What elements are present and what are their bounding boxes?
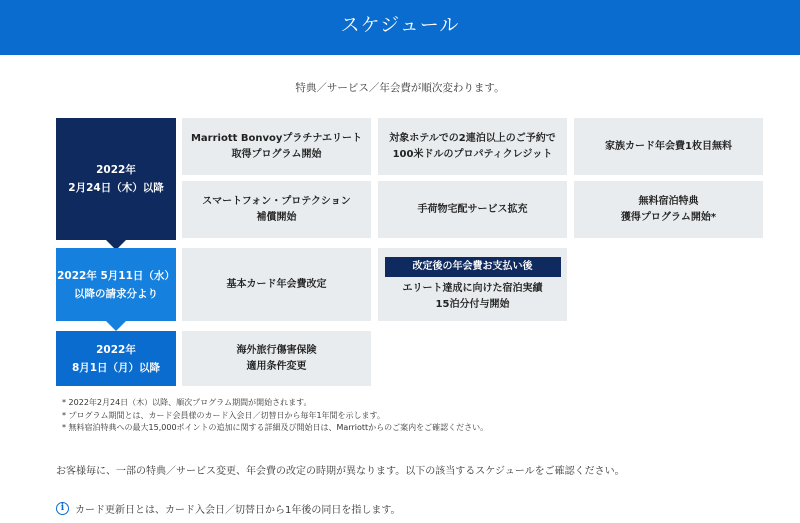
schedule-cell-annual-fee — [182, 248, 371, 321]
schedule-cell-platinum-elite — [182, 118, 371, 175]
period-label-2 — [56, 248, 176, 321]
cell-line: 100米ドルのプロパティクレジット — [392, 148, 553, 160]
schedule-cell-elite-nights — [378, 248, 567, 321]
schedule-cell-property-credit — [378, 118, 567, 175]
period-line: 2022年 — [96, 164, 136, 176]
cell-line: 海外旅行傷害保険 — [236, 344, 317, 356]
subtitle: 特典／サービス／年会費が順次変わります。 — [295, 82, 505, 94]
schedule-cell-travel-insurance — [182, 331, 371, 386]
cell-line: 取得プログラム開始 — [231, 148, 322, 160]
info-note — [56, 501, 401, 516]
page-title: スケジュール — [340, 14, 460, 36]
status-badge: 改定後の年会費お支払い後 — [385, 257, 561, 277]
schedule-cell-baggage-delivery — [378, 181, 567, 238]
cell-line: 基本カード年会費改定 — [226, 278, 327, 290]
header-bar — [0, 0, 800, 55]
cell-line: 手荷物宅配サービス拡充 — [417, 203, 528, 215]
cell-line: 対象ホテルでの2連泊以上のご予約で — [389, 132, 556, 144]
footnote: * 無料宿泊特典への最大15,000ポイントの追加に関する詳細及び開始日は、Marriottからのご案内をご確認ください。 — [62, 423, 489, 432]
period-line: 2022年 5月11日（水） — [57, 269, 175, 282]
cell-line: 15泊分付与開始 — [435, 298, 510, 310]
period-label-1 — [56, 118, 176, 240]
cell-line: 無料宿泊特典 — [638, 195, 699, 207]
footnote: * プログラム期間とは、カード会員様のカード入会日／切替日から毎年1年間を示します。 — [62, 410, 385, 420]
period-line: 以降の請求分より — [74, 287, 158, 300]
period-line: 8月1日（月）以降 — [71, 361, 161, 374]
schedule-cell-free-night — [574, 181, 763, 238]
period-line: 2月24日（木）以降 — [68, 182, 164, 194]
cell-line: 適用条件変更 — [246, 360, 307, 372]
cell-line: 獲得プログラム開始* — [620, 211, 717, 223]
period-line: 2022年 — [96, 343, 136, 356]
footnotes — [62, 397, 488, 435]
schedule-cell-smartphone-protection — [182, 181, 371, 238]
cell-line: エリート達成に向けた宿泊実績 — [402, 282, 543, 294]
schedule-description: お客様毎に、一部の特典／サービス変更、年会費の改定の時期が異なります。以下の該当するスケジュールをご確認ください。 — [56, 466, 625, 477]
footnote: * 2022年2月24日（木）以降、順次プログラム期間が開始されます。 — [62, 398, 312, 407]
cell-line: スマートフォン・プロテクション — [202, 195, 351, 207]
cell-line: Marriott Bonvoyプラチナエリート — [190, 132, 363, 144]
info-icon: i — [56, 502, 69, 515]
period-label-3 — [56, 331, 176, 386]
cell-line: 家族カード年会費1枚目無料 — [605, 140, 732, 152]
schedule-cell-family-card — [574, 118, 763, 175]
info-text: カード更新日とは、カード入会日／切替日から1年後の同日を指します。 — [75, 505, 401, 516]
cell-line: 補償開始 — [256, 211, 297, 223]
